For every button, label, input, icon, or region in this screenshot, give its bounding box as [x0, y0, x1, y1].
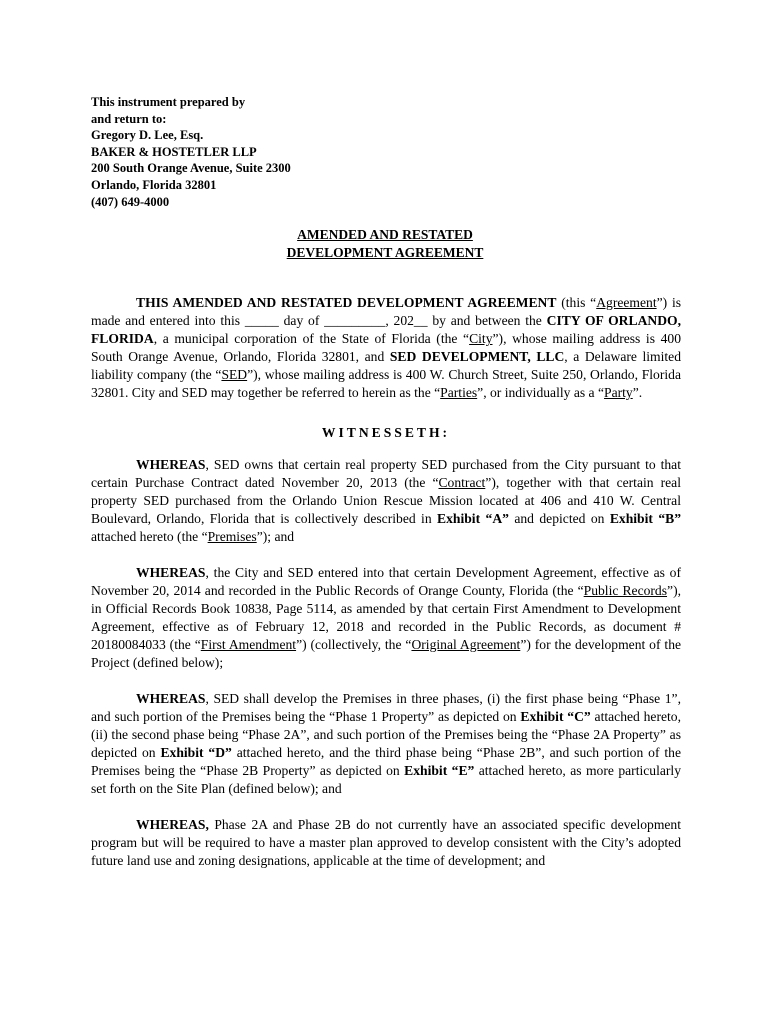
text-run: ”) for the development of the Project (defined below);	[91, 637, 682, 670]
text-run: ”) is made and entered into this _____ day of _________, 202__ by and between the	[91, 295, 682, 328]
text-run: ”); and	[256, 529, 295, 544]
defined-term: Premises	[207, 529, 257, 544]
defined-term: Public Records	[583, 583, 668, 598]
document-title	[0, 226, 770, 262]
defined-term: Contract	[438, 475, 486, 490]
whereas-label: WHEREAS	[136, 691, 206, 706]
intro-paragraph	[91, 294, 681, 402]
text-run: , a Delaware limited liability company (the “	[91, 349, 682, 382]
preparer-block	[91, 94, 291, 210]
text-run: , SED shall develop the Premises in three phases, (i) the first phase being “Phase 1”, and such portion of the Premises being the “Phase 1 Property” as depicted on	[91, 691, 681, 724]
defined-term: First Amendment	[200, 637, 297, 652]
title-line-2: DEVELOPMENT AGREEMENT	[286, 245, 484, 260]
preparer-city: Orlando, Florida 32801	[91, 177, 217, 192]
text-run: ”), whose mailing address is 400 W. Church Street, Suite 250, Orlando, Florida 32801. City and SED may together be referred to herein as the “	[91, 367, 681, 400]
text-run: (this “	[556, 295, 597, 310]
text-run: , SED owns that certain real property SED purchased from the City pursuant to that certain Purchase Contract dated November 20, 2013 (the “	[91, 457, 681, 490]
preparer-name: Gregory D. Lee, Esq.	[91, 128, 204, 143]
whereas-paragraph-3	[91, 690, 681, 798]
preparer-line: This instrument prepared by	[91, 95, 246, 109]
party-name: SED DEVELOPMENT, LLC	[389, 349, 565, 364]
text-run: and depicted on	[508, 511, 610, 526]
text-run: ”), together with that certain real property SED purchased from the Orlando Union Rescue Mission located at 406 and 410 W. Central Boulevard, Orlando, Florida that is collectively described in	[91, 475, 681, 526]
whereas-paragraph-4	[91, 816, 681, 870]
defined-term: City	[469, 331, 493, 346]
defined-term: SED	[221, 367, 248, 382]
text-run: ”), in Official Records Book 10838, Page 5114, as amended by that certain First Amendment to Development Agreement, effective as of February 12, 2018 and recorded in the Public Records, as document # 20180084033 (the “	[91, 583, 681, 652]
defined-term: Party	[604, 385, 633, 400]
text-run: ”) (collectively, the “	[296, 637, 412, 652]
whereas-label: WHEREAS,	[136, 817, 209, 832]
text-run: ”.	[632, 385, 643, 400]
title-line-1: AMENDED AND RESTATED	[297, 227, 473, 242]
text-run: attached hereto, as more particularly set forth on the Site Plan (defined below); and	[91, 763, 681, 796]
defined-term: Original Agreement	[411, 637, 521, 652]
exhibit-ref: Exhibit “A”	[437, 511, 509, 526]
text-run: attached hereto, and the third phase being “Phase 2B”, and such portion of the Premises being the “Phase 2B Property” as depicted on	[91, 745, 682, 778]
whereas-paragraph-1	[91, 456, 681, 546]
whereas-label: WHEREAS	[136, 457, 206, 472]
defined-term: Agreement	[596, 295, 657, 310]
preparer-address: 200 South Orange Avenue, Suite 2300	[91, 161, 291, 176]
text-run: Phase 2A and Phase 2B do not currently have an associated specific development program but will be required to have a master plan approved to develop consistent with the City’s adopted future land use and zoning designations, applicable at the time of development; and	[91, 817, 681, 868]
defined-term: Parties	[440, 385, 478, 400]
witnesseth-heading: WITNESSETH:	[321, 425, 451, 440]
intro-bold: THIS AMENDED AND RESTATED DEVELOPMENT AGREEMENT	[136, 295, 557, 310]
exhibit-ref: Exhibit “D”	[160, 745, 232, 760]
text-run: , the City and SED entered into that certain Development Agreement, effective as of November 20, 2014 and recorded in the Public Records of Orange County, Florida (the “	[91, 565, 681, 598]
text-run: , a municipal corporation of the State of Florida (the “	[153, 331, 470, 346]
exhibit-ref: Exhibit “B”	[609, 511, 681, 526]
exhibit-ref: Exhibit “C”	[520, 709, 591, 724]
text-run: attached hereto, (ii) the second phase being “Phase 2A”, and such portion of the Premises being the “Phase 2A Property” as depicted on	[91, 709, 681, 760]
exhibit-ref: Exhibit “E”	[404, 763, 475, 778]
document-body	[91, 294, 681, 888]
whereas-label: WHEREAS	[136, 565, 206, 580]
preparer-line: and return to:	[91, 111, 167, 126]
preparer-phone: (407) 649-4000	[91, 194, 170, 209]
party-name: CITY OF ORLANDO, FLORIDA	[91, 313, 681, 346]
preparer-firm: BAKER & HOSTETLER LLP	[91, 144, 257, 159]
whereas-paragraph-2	[91, 564, 681, 672]
text-run: ”), whose mailing address is 400 South Orange Avenue, Orlando, Florida 32801, and	[91, 331, 681, 364]
text-run: ”, or individually as a “	[477, 385, 605, 400]
text-run: attached hereto (the “	[91, 529, 208, 544]
